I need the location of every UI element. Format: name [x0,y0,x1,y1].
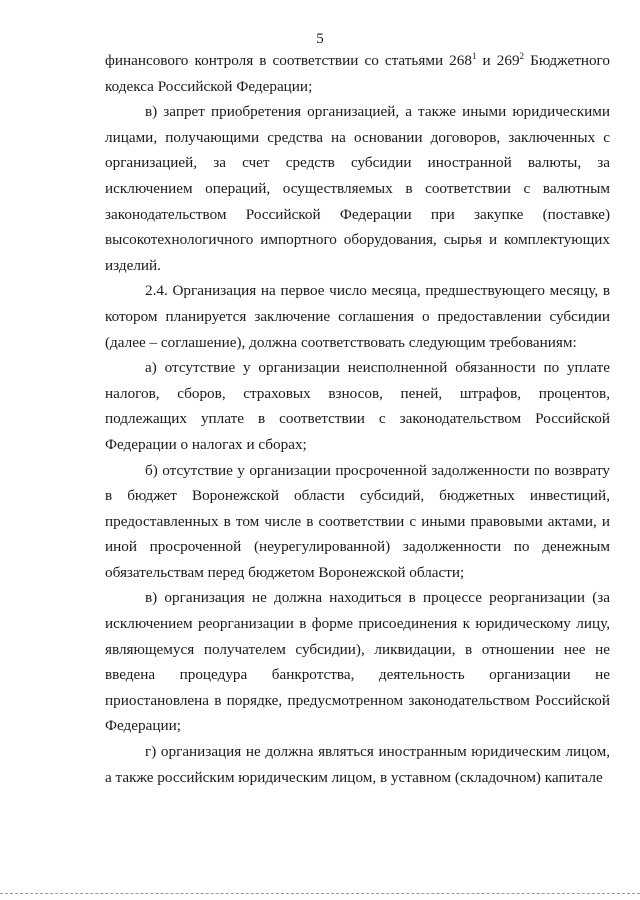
paragraph-clause-2-4 [105,278,610,355]
paragraph-item-v-reorganization [105,585,610,739]
paragraph-item-v-currency-ban [105,99,610,278]
paragraph-item-a-tax-debt [105,355,610,457]
paragraph-continuation [105,48,610,99]
paragraph-text: в) организация не должна находиться в процессе реорганизации (за исключением реорганизации в форме присоединения к юридическому лицу, являющемуся получателем субсидии), ликвидации, в отношении нее не введена процедура банкротства, деятельность организации не приостановлена в порядке, предусмотренном законодательством Российской Федерации; [105,589,610,735]
paragraph-text: Бюджетного кодекса Российской Федерации; [105,52,610,95]
paragraph-text: 2.4. Организация на первое число месяца, предшествующего месяцу, в котором планируется заключение соглашения о предоставлении субсидии (далее – соглашение), должна соответствовать следующим требованиям: [105,282,610,351]
paragraph-text: а) отсутствие у организации неисполненной обязанности по уплате налогов, сборов, страховых взносов, пеней, штрафов, процентов, подлежащих уплате в соответствии с законодательством Российской Федерации о налогах и сборах; [105,359,610,453]
paragraph-text: финансового контроля в соответствии со статьями 268 [105,52,472,69]
page-number: 5 [316,31,324,47]
footnote-superscript: 1 [471,50,477,61]
paragraph-item-g-foreign-entity [105,739,610,790]
paragraph-text: г) организация не должна являться иностранным юридическим лицом, а также российским юридическим лицом, в уставном (складочном) капитале [105,743,610,786]
footer-divider [0,893,640,894]
paragraph-text: в) запрет приобретения организацией, а также иными юридическими лицами, получающими средства на основании договоров, заключенных с организацией, за счет средств субсидии иностранной валюты, за исключением операций, осуществляемых в соответствии с валютным законодательством Российской Федерации при закупке (поставке) высокотехнологичного импортного оборудования, сырья и комплектующих изделий. [105,103,610,274]
document-body [105,48,610,790]
paragraph-text: б) отсутствие у организации просроченной задолженности по возврату в бюджет Воронежской области субсидий, бюджетных инвестиций, предоставленных в том числе в соответствии с иными правовыми актами, и иной просроченной (неурегулированной) задолженности по денежным обязательствам перед бюджетом Воронежской области; [105,461,610,581]
paragraph-item-b-budget-debt [105,458,610,586]
paragraph-text: и 269 [476,52,520,69]
footnote-superscript: 2 [519,50,525,61]
